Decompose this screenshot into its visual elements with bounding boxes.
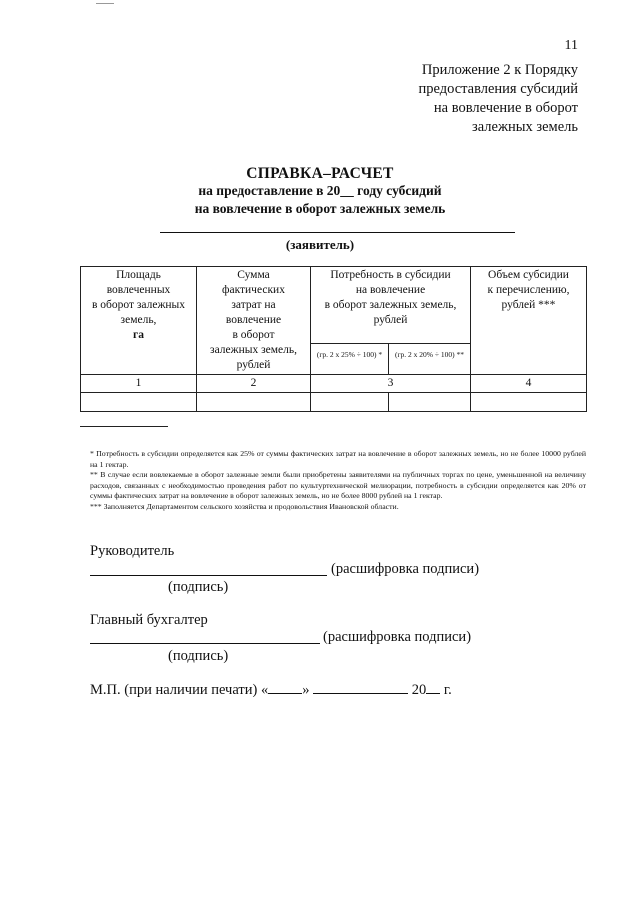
day-blank[interactable] xyxy=(268,681,302,694)
footnote: *** Заполняется Департаментом сельского хозяйства и продовольствия Ивановской области. xyxy=(90,501,399,511)
table-header-row xyxy=(81,267,587,344)
document-subtitle-line-1: на предоставление в 20__ году субсидий xyxy=(198,183,442,198)
head-label: Руководитель xyxy=(90,543,175,559)
scan-mark xyxy=(96,3,114,4)
head-signature-line[interactable] xyxy=(90,575,327,576)
page-number: 11 xyxy=(564,38,578,53)
accountant-signature-label: (подпись) xyxy=(168,648,229,664)
appendix-note xyxy=(338,61,578,137)
appendix-line: предоставления субсидий xyxy=(418,81,578,97)
header-area-unit: га xyxy=(133,329,144,341)
calculation-table xyxy=(80,266,587,412)
column-number: 4 xyxy=(471,375,587,393)
appendix-line: залежных земель xyxy=(472,119,578,135)
footnote: ** В случае если вовлекаемые в оборот залежные земли были приобретены заявителями на публичных торгах по цене, уменьшенной на величину расходов, связанных с необходимостью проведения работ по культуртехнической мелиорации, потребность в субсидии определяется как 20% от суммы фактических затрат на вовлечение в оборот залежных земель, но не более 8000 рублей на 1 гектар. xyxy=(90,470,586,500)
subheader-25-percent: (гр. 2 х 25% ÷ 100) * xyxy=(311,344,389,375)
header-area-text: Площадь вовлеченных в оборот залежных земель, xyxy=(91,269,186,326)
table-cell[interactable] xyxy=(389,393,471,412)
table-data-row xyxy=(81,393,587,412)
head-decode-label: (расшифровка подписи) xyxy=(331,561,480,577)
stamp-date-line xyxy=(90,681,452,699)
year-prefix: 20 xyxy=(411,682,427,698)
table-cell[interactable] xyxy=(311,393,389,412)
column-number: 3 xyxy=(311,375,471,393)
header-need: Потребность в субсидии на вовлечение в оборот залежных земель, рублей xyxy=(311,267,471,344)
applicant-fill-line xyxy=(160,232,515,233)
table-cell[interactable] xyxy=(197,393,311,412)
footnote: * Потребность в субсидии определяется как 25% от суммы фактических затрат на вовлечение в оборот залежных земель, но не более 10000 рублей на 1 гектар. xyxy=(90,449,586,469)
accountant-decode-label: (расшифровка подписи) xyxy=(323,629,472,645)
footnote-separator xyxy=(80,426,168,427)
quote-close: » xyxy=(302,682,310,698)
accountant-label: Главный бухгалтер xyxy=(90,612,208,628)
applicant-label: (заявитель) xyxy=(285,237,355,252)
column-number: 1 xyxy=(81,375,197,393)
table-cell[interactable] xyxy=(81,393,197,412)
header-area xyxy=(81,267,197,375)
appendix-line: Приложение 2 к Порядку xyxy=(421,62,578,78)
header-amount: Объем субсидии к перечислению, рублей *** xyxy=(471,267,587,375)
table-cell[interactable] xyxy=(471,393,587,412)
document-title: СПРАВКА–РАСЧЕТ xyxy=(246,165,394,182)
year-blank[interactable] xyxy=(426,681,440,694)
year-suffix: г. xyxy=(440,682,452,698)
subheader-20-percent: (гр. 2 х 20% ÷ 100) ** xyxy=(389,344,471,375)
head-signature-label: (подпись) xyxy=(168,579,229,595)
column-number-row xyxy=(81,375,587,393)
stamp-label: М.П. (при наличии печати) « xyxy=(90,682,269,698)
document-subtitle-line-2: на вовлечение в оборот залежных земель xyxy=(194,201,446,216)
header-costs: Сумма фактических затрат на вовлечение в оборот залежных земель, рублей xyxy=(197,267,311,375)
appendix-line: на вовлечение в оборот xyxy=(433,100,578,116)
column-number: 2 xyxy=(197,375,311,393)
accountant-signature-line[interactable] xyxy=(90,643,320,644)
footnotes xyxy=(90,449,586,512)
month-blank[interactable] xyxy=(313,681,408,694)
